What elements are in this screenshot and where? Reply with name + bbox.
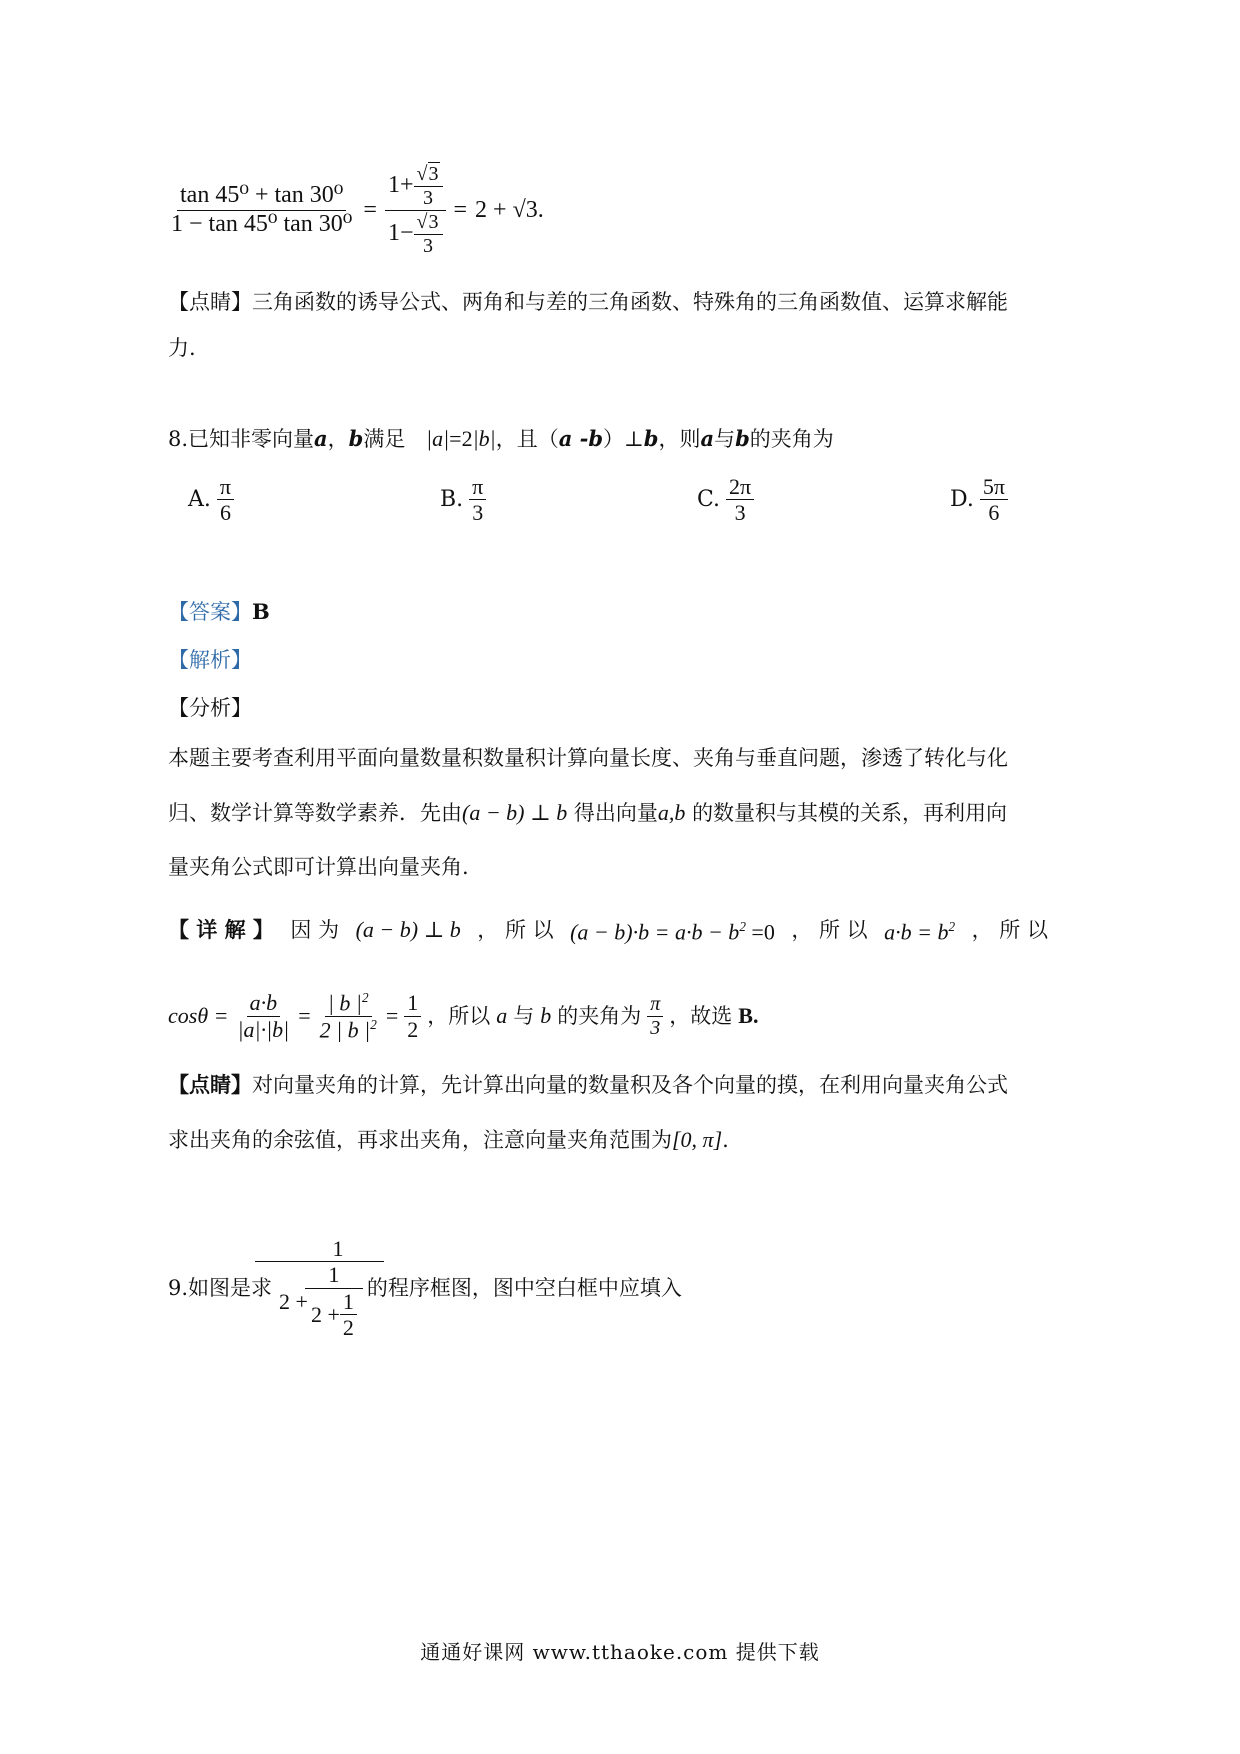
- q9-prefix: 9.如图是求: [168, 1276, 273, 1300]
- cos-num1: a·b: [247, 990, 281, 1016]
- q9-top-one: 1: [255, 1236, 385, 1262]
- eq7-left-num: tan 45⁰ + tan 30⁰: [177, 182, 346, 211]
- eq7-minus: −: [399, 220, 414, 247]
- eq7-result: 2 + √3.: [475, 196, 544, 223]
- option-b-den: 3: [472, 500, 484, 526]
- dianjing7-line1: [168, 287, 1008, 317]
- dianjing8-line2: 求出夹角的余弦值，再求出夹角，注意向量夹角范围为[0, π].: [168, 1127, 729, 1152]
- cos-den1: |a|·|b|: [237, 1016, 290, 1042]
- eq7-one-bottom: 1: [387, 220, 400, 247]
- cos-lhs: cosθ =: [168, 1003, 229, 1028]
- option-d-num: 5π: [980, 474, 1008, 500]
- option-b-num: π: [469, 474, 486, 500]
- q9-two-inner: 2 +: [310, 1301, 340, 1327]
- detail-math1: (a − b) ⊥ b: [355, 916, 461, 942]
- analysis-math1: (a − b) ⊥ b: [462, 800, 568, 825]
- answer-line: [168, 597, 270, 627]
- detail-math3: a·b = b: [884, 919, 949, 945]
- q8-cond2: ，且（: [495, 427, 559, 451]
- q8-stem: [168, 424, 834, 454]
- q8-target-a: a: [700, 426, 715, 451]
- cos-num2: | b |: [327, 990, 362, 1016]
- analysis-line1: 本题主要考查利用平面向量数量积数量积计算向量长度、夹角与垂直问题，渗透了转化与化: [168, 746, 1008, 770]
- option-d-den: 6: [988, 500, 1000, 526]
- eq7-equals-2: =: [453, 196, 468, 223]
- option-c-label: C.: [697, 487, 721, 513]
- jiexi-tag: 【解析】: [168, 648, 252, 672]
- eq7-sqrt3-top: 3: [428, 162, 439, 185]
- eq7-left-den: 1 − tan 45⁰ tan 30⁰: [171, 210, 353, 237]
- q8-cond2-mid: ）⊥: [603, 427, 644, 451]
- q9-mid-one: 1: [305, 1262, 363, 1288]
- detail-tag: 【 详 解 】: [168, 916, 274, 942]
- option-d-label: D.: [950, 487, 974, 513]
- option-b: [440, 474, 486, 526]
- q8-then: ，则: [658, 427, 701, 451]
- eq7-plus: +: [399, 172, 414, 199]
- cos-line: cosθ = $\frac{a\cdot b}{|a|\cdot|b|}$ = $\frac{| b |^2}{2 | b |^2}$ = $\frac{1}{2}$ ，所以 a 与 b 的夹角为 $\frac{\pi}{3}$ ，故选 B.: [168, 989, 759, 1042]
- eq7-three-top: 3: [423, 186, 433, 209]
- cos-den3: 2: [407, 1016, 419, 1042]
- analysis-line2: 归、数学计算等数学素养．先由(a − b) ⊥ b 得出向量a,b 的数量积与其模的关系，再利用向: [168, 800, 1008, 825]
- q8-vector-a: a: [314, 426, 328, 451]
- cos-den2: 2 | b |: [319, 1016, 371, 1042]
- q8-satisfy: 满足: [363, 427, 406, 451]
- eq7-formula: [168, 150, 544, 270]
- eq7-left-fraction: [168, 182, 355, 238]
- fenxi-tag: 【分析】: [168, 696, 252, 720]
- option-c-num: 2π: [726, 474, 754, 500]
- option-c: [697, 474, 754, 526]
- eq7-one-top: 1: [387, 172, 400, 199]
- q8-cond2-ab: a -b: [558, 426, 604, 451]
- q8-condition1: |a|=2|b|: [426, 426, 496, 451]
- q8-with: 与: [714, 427, 736, 451]
- analysis-math2: a,b: [657, 800, 686, 825]
- option-b-label: B.: [440, 487, 464, 513]
- option-c-den: 3: [734, 500, 746, 526]
- page-footer: 通通好课网 www.tthaoke.com 提供下载: [420, 1640, 820, 1664]
- option-d: [950, 474, 1008, 526]
- dianjing7-text1: 三角函数的诱导公式、两角和与差的三角函数、特殊角的三角函数值、运算求解能: [252, 290, 1008, 314]
- q8-angle: 的夹角为: [749, 427, 834, 451]
- eq7-equals-1: =: [363, 196, 377, 223]
- eq7-sqrt3-bottom: 3: [428, 210, 439, 233]
- dianjing8-line1: 【点睛】对向量夹角的计算，先计算出向量的数量积及各个向量的摸，在利用向量夹角公式: [168, 1072, 1008, 1097]
- dianjing7-tag: 【点睛】: [168, 290, 252, 314]
- cos-select: B.: [738, 1003, 759, 1028]
- q9-stem: [168, 1218, 682, 1358]
- q8-comma: ，: [327, 427, 349, 451]
- dianjing8-tag: 【点睛】: [168, 1072, 252, 1097]
- option-a-den: 6: [219, 500, 231, 526]
- q8-vector-b: b: [348, 426, 364, 451]
- detail-math2: (a − b)·b = a·b − b: [570, 919, 740, 945]
- dianjing7-line2: 力.: [168, 336, 196, 360]
- option-a: [188, 474, 234, 526]
- cos-num4: π: [647, 993, 663, 1017]
- option-a-label: A.: [188, 487, 211, 513]
- q9-two: 2 +: [279, 1288, 308, 1314]
- q8-target-b: b: [735, 426, 750, 451]
- detail-line: 【 详 解 】 因 为 (a − b) ⊥ b ， 所 以 $(a - b)\cdot b = a\cdot b - b^2 =0$ ， 所 以 $a\cdot b = b^2$ ， 所 以: [168, 916, 1048, 945]
- analysis-line3: 量夹角公式即可计算出向量夹角.: [168, 855, 469, 879]
- eq7-middle-fraction: 1 + $\frac{√3}{3}$ 1 − $\frac{√3}{3}$: [385, 163, 446, 258]
- q9-suffix: 的程序框图，图中空白框中应填入: [366, 1276, 682, 1300]
- eq7-three-bottom: 3: [423, 234, 433, 257]
- cos-den4: 3: [650, 1016, 661, 1039]
- answer-tag: 【答案】: [168, 600, 252, 624]
- q8-cond2-b: b: [643, 426, 659, 451]
- q9-inner-num: 1: [340, 1289, 357, 1315]
- cos-num3: 1: [404, 990, 421, 1016]
- q8-prefix: 8.已知非零向量: [168, 427, 315, 451]
- q9-continued-fraction: [276, 1236, 363, 1340]
- answer-value: B: [252, 599, 270, 624]
- option-a-num: π: [217, 474, 234, 500]
- dianjing8-range: [0, π]: [672, 1127, 723, 1152]
- q9-inner-den: 2: [342, 1314, 354, 1340]
